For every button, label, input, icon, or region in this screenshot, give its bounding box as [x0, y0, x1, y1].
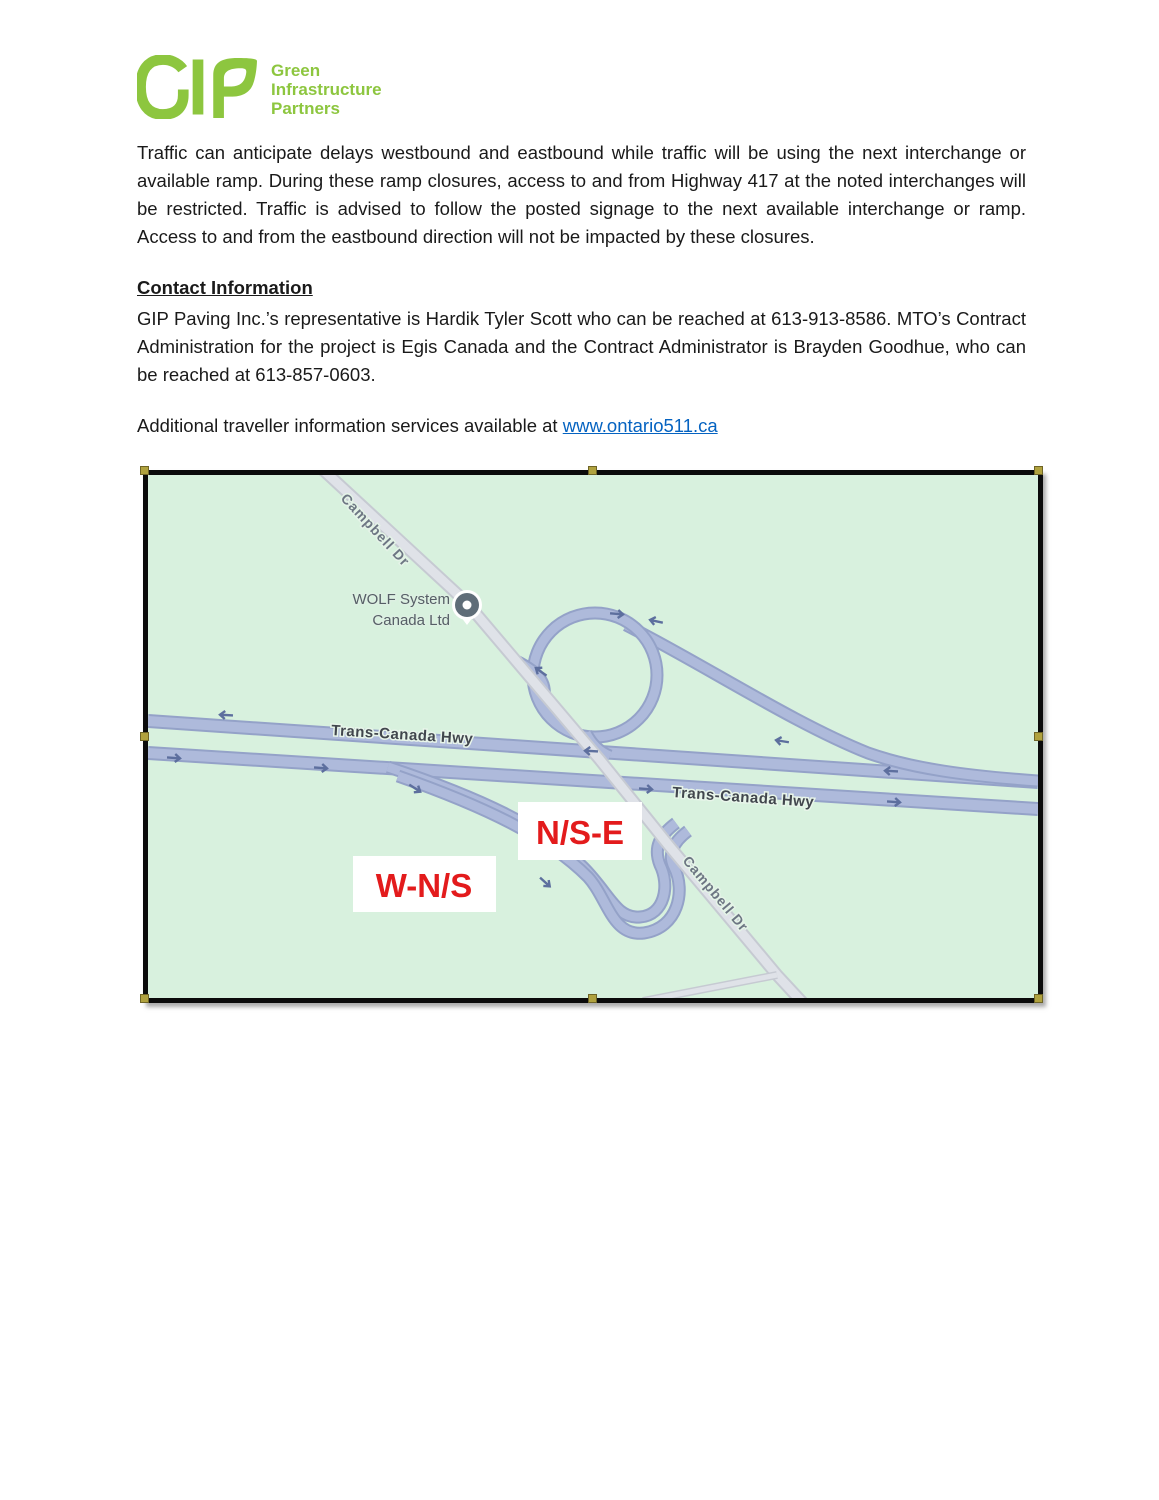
annotation-wns	[353, 856, 496, 912]
logo-letter-p-leaf	[213, 58, 257, 118]
logo-letter-g	[141, 60, 184, 115]
poi-label-line1: WOLF System	[352, 591, 450, 608]
resize-handle-right-middle[interactable]	[1034, 732, 1043, 741]
resize-handle-top-middle[interactable]	[588, 466, 597, 475]
resize-handle-left-middle[interactable]	[140, 732, 149, 741]
map-image[interactable]	[143, 470, 1043, 1003]
contact-heading: Contact Information	[137, 277, 313, 298]
interchange-map	[148, 475, 1038, 998]
company-logo	[137, 55, 457, 125]
traveller-info-line	[137, 412, 1026, 440]
resize-handle-top-left[interactable]	[140, 466, 149, 475]
annotation-nse-text: N/S-E	[535, 814, 625, 851]
poi-label-line2: Canada Ltd	[372, 612, 450, 629]
logo-word-partners: Partners	[271, 99, 340, 118]
intro-paragraph: Traffic can anticipate delays westbound and eastbound while traffic will be using the next interchange or available ramp. During these ramp closures, access to and from Highway 417 at the noted interchanges will be restricted. Traffic is advised to follow the posted signage to the next available interchange or ramp. Access to and from the eastbound direction will not be impacted by these closures.	[137, 142, 1026, 247]
contact-paragraph: GIP Paving Inc.’s representative is Hardik Tyler Scott who can be reached at 613-913-8586. MTO’s Contract Administration for the project is Egis Canada and the Contract Administrator is Brayden Goodhue, who can be reached at 613-857-0603.	[137, 308, 1026, 385]
logo-wordmark	[271, 55, 382, 118]
annotation-nse	[518, 802, 642, 860]
annotation-wns-text: W-N/S	[375, 867, 473, 904]
traveller-info-text: Additional traveller information services available at	[137, 415, 563, 436]
logo-word-infrastructure: Infrastructure	[271, 80, 382, 99]
resize-handle-bottom-right[interactable]	[1034, 994, 1043, 1003]
highway-label-east: Trans-Canada Hwy	[671, 784, 815, 811]
resize-handle-top-right[interactable]	[1034, 466, 1043, 475]
campbell-label-lower: Campbell Dr	[679, 852, 753, 935]
highway-label-west: Trans-Canada Hwy	[330, 722, 474, 748]
ontario511-link[interactable]: www.ontario511.ca	[562, 415, 718, 436]
gip-logo-mark	[137, 55, 259, 119]
campbell-label-upper: Campbell Dr	[337, 490, 414, 570]
resize-handle-bottom-left[interactable]	[140, 994, 149, 1003]
resize-handle-bottom-middle[interactable]	[588, 994, 597, 1003]
logo-word-green: Green	[271, 61, 321, 80]
